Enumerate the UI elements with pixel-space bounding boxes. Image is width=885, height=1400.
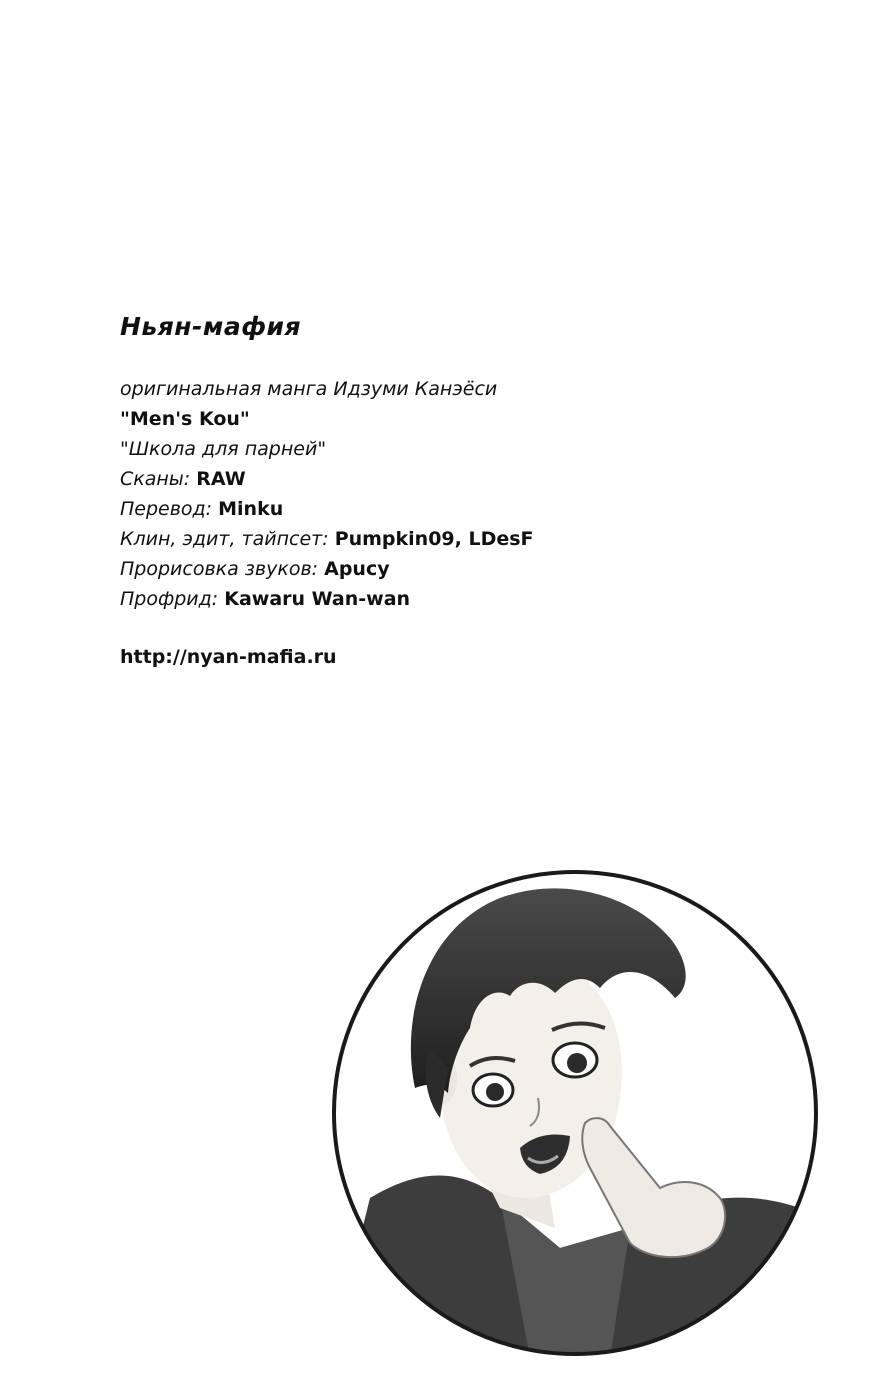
clean-label: Клин, эдит, тайпсет:	[120, 528, 329, 550]
credits-block	[120, 308, 720, 672]
proof-value: Kawaru Wan-wan	[224, 588, 411, 610]
sfx-credit	[120, 554, 720, 584]
translation-value: Minku	[218, 498, 284, 520]
scans-label: Сканы:	[120, 468, 191, 490]
clean-edit-credit	[120, 524, 720, 554]
scans-value: RAW	[196, 468, 246, 490]
translation-credit	[120, 494, 720, 524]
proofread-credit	[120, 584, 720, 614]
portrait-illustration	[330, 868, 820, 1358]
scans-credit	[120, 464, 720, 494]
series-title-ru: "Школа для парней"	[120, 438, 327, 460]
portrait-svg	[330, 868, 820, 1358]
clean-value: Pumpkin09, LDesF	[334, 528, 534, 550]
original-credit: оригинальная манга Идзуми Канэёси	[120, 378, 498, 400]
series-title: "Men's Kou"	[120, 408, 250, 430]
sfx-label: Прорисовка звуков:	[120, 558, 319, 580]
group-title: Ньян-мафия	[120, 312, 302, 341]
sfx-value: Apucy	[324, 558, 390, 580]
proof-label: Профрид:	[120, 588, 219, 610]
site-url: http://nyan-mafia.ru	[120, 646, 337, 668]
translation-label: Перевод:	[120, 498, 213, 520]
